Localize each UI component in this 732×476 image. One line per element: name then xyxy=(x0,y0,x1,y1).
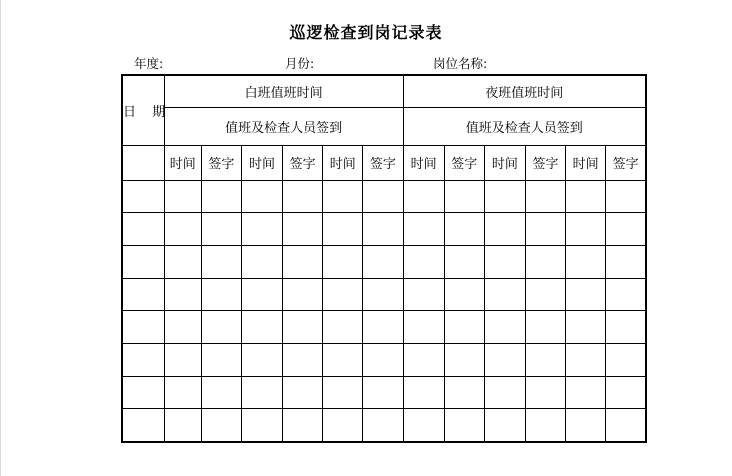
header-row-sign xyxy=(122,107,646,145)
entry-cell-blank xyxy=(241,278,282,311)
patrol-record-table xyxy=(121,74,647,443)
entry-cell-blank xyxy=(484,245,525,278)
date-cell-blank xyxy=(122,278,164,311)
entry-cell-blank xyxy=(323,311,363,344)
entry-cell-blank xyxy=(363,278,403,311)
entry-cell-blank xyxy=(525,311,565,344)
table-row xyxy=(122,311,646,344)
time-column-header: 时间 xyxy=(403,145,444,180)
table-row xyxy=(122,213,646,246)
entry-cell-blank xyxy=(444,180,484,213)
page-title: 巡逻检查到岗记录表 xyxy=(289,23,443,42)
entry-cell-blank xyxy=(566,213,606,246)
entry-cell-blank xyxy=(363,409,403,442)
entry-cell-blank xyxy=(525,409,565,442)
entry-cell-blank xyxy=(201,376,241,409)
entry-cell-blank xyxy=(403,278,444,311)
date-cell-blank xyxy=(122,213,164,246)
entry-cell-blank xyxy=(241,343,282,376)
entry-cell-blank xyxy=(323,376,363,409)
time-column-header: 时间 xyxy=(164,145,201,180)
entry-cell-blank xyxy=(201,213,241,246)
signature-column-header: 签字 xyxy=(525,145,565,180)
page-edge xyxy=(0,0,1,476)
month-label: 月份: xyxy=(285,56,315,71)
entry-cell-blank xyxy=(164,376,201,409)
entry-cell-blank xyxy=(606,343,646,376)
entry-cell-blank xyxy=(201,245,241,278)
blank-date-sub-cell xyxy=(122,145,164,180)
day-shift-header: 白班值班时间 xyxy=(164,75,403,107)
entry-cell-blank xyxy=(403,180,444,213)
entry-cell-blank xyxy=(363,343,403,376)
entry-cell-blank xyxy=(283,245,323,278)
entry-cell-blank xyxy=(164,409,201,442)
entry-cell-blank xyxy=(484,213,525,246)
entry-cell-blank xyxy=(241,213,282,246)
entry-cell-blank xyxy=(444,278,484,311)
night-sign-header: 值班及检查人员签到 xyxy=(403,107,646,145)
time-column-header: 时间 xyxy=(484,145,525,180)
time-column-header: 时间 xyxy=(241,145,282,180)
year-label: 年度: xyxy=(134,56,164,71)
time-column-header: 时间 xyxy=(566,145,606,180)
entry-cell-blank xyxy=(403,343,444,376)
entry-cell-blank xyxy=(403,409,444,442)
entry-cell-blank xyxy=(606,376,646,409)
entry-cell-blank xyxy=(201,278,241,311)
entry-cell-blank xyxy=(283,213,323,246)
post-name-label: 岗位名称: xyxy=(433,56,488,71)
entry-cell-blank xyxy=(403,245,444,278)
entry-cell-blank xyxy=(566,245,606,278)
entry-cell-blank xyxy=(323,278,363,311)
entry-cell-blank xyxy=(363,213,403,246)
date-cell-blank xyxy=(122,409,164,442)
day-sign-header: 值班及检查人员签到 xyxy=(164,107,403,145)
entry-cell-blank xyxy=(241,245,282,278)
entry-cell-blank xyxy=(283,409,323,442)
table-row xyxy=(122,343,646,376)
entry-cell-blank xyxy=(323,343,363,376)
entry-cell-blank xyxy=(606,245,646,278)
entry-cell-blank xyxy=(201,180,241,213)
table-row xyxy=(122,376,646,409)
entry-cell-blank xyxy=(283,311,323,344)
entry-cell-blank xyxy=(363,311,403,344)
entry-cell-blank xyxy=(484,343,525,376)
entry-cell-blank xyxy=(164,278,201,311)
entry-cell-blank xyxy=(525,213,565,246)
entry-cell-blank xyxy=(566,343,606,376)
header-row-shift xyxy=(122,75,646,107)
entry-cell-blank xyxy=(606,278,646,311)
entry-cell-blank xyxy=(606,409,646,442)
entry-cell-blank xyxy=(201,409,241,442)
entry-cell-blank xyxy=(323,245,363,278)
signature-column-header: 签字 xyxy=(606,145,646,180)
date-cell-blank xyxy=(122,245,164,278)
entry-cell-blank xyxy=(444,409,484,442)
signature-column-header: 签字 xyxy=(201,145,241,180)
entry-cell-blank xyxy=(363,245,403,278)
entry-cell-blank xyxy=(606,180,646,213)
date-cell-blank xyxy=(122,376,164,409)
entry-cell-blank xyxy=(444,343,484,376)
entry-cell-blank xyxy=(283,180,323,213)
date-cell-blank xyxy=(122,343,164,376)
entry-cell-blank xyxy=(241,311,282,344)
entry-cell-blank xyxy=(403,213,444,246)
entry-cell-blank xyxy=(606,213,646,246)
entry-cell-blank xyxy=(525,376,565,409)
night-shift-header: 夜班值班时间 xyxy=(403,75,646,107)
entry-cell-blank xyxy=(164,245,201,278)
table-row xyxy=(122,409,646,442)
entry-cell-blank xyxy=(484,376,525,409)
signature-column-header: 签字 xyxy=(283,145,323,180)
entry-cell-blank xyxy=(566,278,606,311)
entry-cell-blank xyxy=(566,409,606,442)
table-row xyxy=(122,180,646,213)
entry-cell-blank xyxy=(363,180,403,213)
entry-cell-blank xyxy=(283,376,323,409)
entry-cell-blank xyxy=(484,180,525,213)
date-cell-blank xyxy=(122,180,164,213)
entry-cell-blank xyxy=(283,278,323,311)
entry-cell-blank xyxy=(241,376,282,409)
entry-cell-blank xyxy=(323,213,363,246)
entry-cell-blank xyxy=(444,311,484,344)
entry-cell-blank xyxy=(164,343,201,376)
date-header: 日 期 xyxy=(122,75,164,145)
entry-cell-blank xyxy=(164,213,201,246)
entry-cell-blank xyxy=(484,409,525,442)
entry-cell-blank xyxy=(444,245,484,278)
signature-column-header: 签字 xyxy=(363,145,403,180)
entry-cell-blank xyxy=(241,180,282,213)
entry-cell-blank xyxy=(525,180,565,213)
entry-cell-blank xyxy=(566,311,606,344)
entry-cell-blank xyxy=(201,343,241,376)
entry-cell-blank xyxy=(566,180,606,213)
entry-cell-blank xyxy=(484,278,525,311)
entry-cell-blank xyxy=(323,180,363,213)
entry-cell-blank xyxy=(525,245,565,278)
entry-cell-blank xyxy=(164,311,201,344)
entry-cell-blank xyxy=(606,311,646,344)
entry-cell-blank xyxy=(323,409,363,442)
entry-cell-blank xyxy=(444,376,484,409)
entry-cell-blank xyxy=(201,311,241,344)
sub-header-row xyxy=(122,145,646,180)
entry-cell-blank xyxy=(164,180,201,213)
entry-cell-blank xyxy=(525,343,565,376)
entry-cell-blank xyxy=(403,311,444,344)
entry-cell-blank xyxy=(403,376,444,409)
entry-cell-blank xyxy=(241,409,282,442)
date-cell-blank xyxy=(122,311,164,344)
entry-cell-blank xyxy=(363,376,403,409)
entry-cell-blank xyxy=(525,278,565,311)
entry-cell-blank xyxy=(566,376,606,409)
table-row xyxy=(122,245,646,278)
entry-cell-blank xyxy=(444,213,484,246)
entry-cell-blank xyxy=(484,311,525,344)
signature-column-header: 签字 xyxy=(444,145,484,180)
time-column-header: 时间 xyxy=(323,145,363,180)
entry-cell-blank xyxy=(283,343,323,376)
table-row xyxy=(122,278,646,311)
